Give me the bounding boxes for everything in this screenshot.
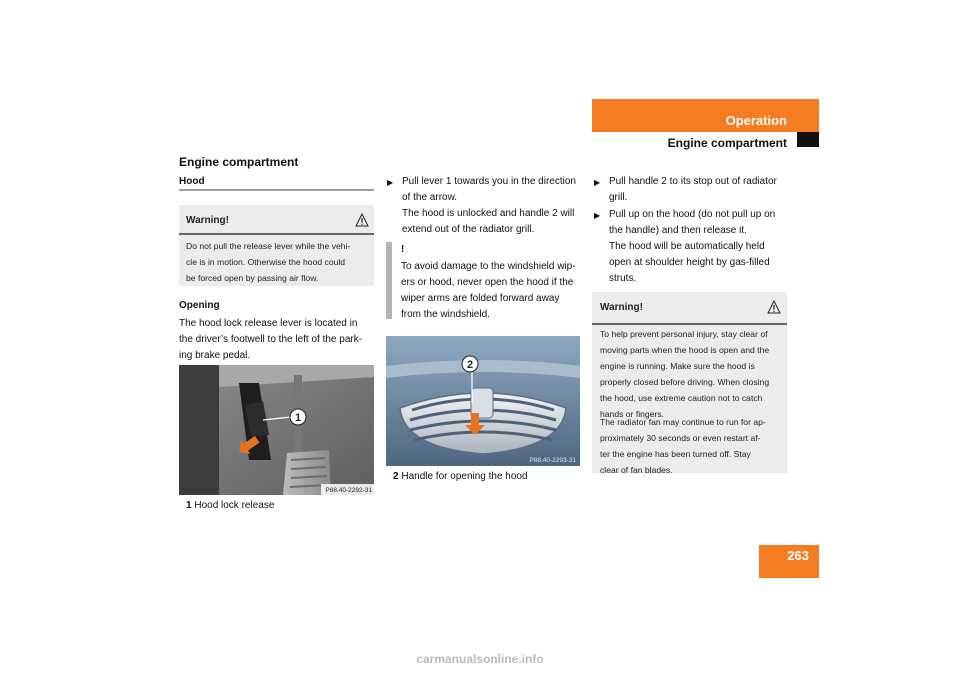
step-pull-lever: Pull lever 1 towards you in the direction of the arrow. [402, 176, 576, 203]
step-pull-hood-result: The hood will be automatically held open at shoulder height by gas-filled struts. [609, 241, 770, 284]
image-code-2: P88.40-2293-31 [529, 457, 576, 464]
warning-triangle-icon [767, 300, 781, 314]
page-number: 263 [787, 548, 809, 563]
opening-heading: Opening [179, 300, 220, 311]
bullet-icon: ▶ [594, 211, 601, 220]
step-pull-handle: Pull handle 2 to its stop out of radiator grill. [609, 176, 777, 203]
warning-triangle-icon [355, 213, 369, 227]
caption-2: 2 Handle for opening the hood [393, 471, 528, 482]
warning-box [179, 205, 374, 286]
hood-heading: Hood [179, 176, 205, 187]
page-title: Engine compartment [179, 155, 299, 169]
heading-rule [179, 189, 374, 191]
note-icon: ! [401, 244, 405, 255]
footwell-image [179, 365, 374, 495]
warning-text: Do not pull the release lever while the vehi- cle is in motion. Otherwise the hood could be forced open by passing air flow. [186, 241, 351, 283]
warning-box-2 [592, 292, 787, 473]
step-pull-lever-result: The hood is unlocked and handle 2 will extend out of the radiator grill. [402, 208, 575, 235]
warning-label: Warning! [186, 215, 229, 226]
bullet-icon: ▶ [594, 178, 601, 187]
note-bar [386, 242, 392, 319]
step-pull-hood: Pull up on the hood (do not pull up on the handle) and then release it. [609, 209, 776, 236]
image-label-1: 1 [294, 412, 302, 424]
watermark: carmanualsonline.info [416, 652, 544, 666]
warning-rule [179, 233, 374, 235]
bullet-icon: ▶ [387, 178, 394, 187]
opening-body: The hood lock release lever is located in the driver’s footwell to the left of the park- ing brake pedal. [179, 318, 363, 361]
warning-label-2: Warning! [600, 302, 643, 313]
image-code: P88.40-2292-31 [325, 487, 372, 494]
header-subsection-title: Engine compartment [667, 136, 787, 150]
warning-text-2a: To help prevent personal injury, stay clear of moving parts when the hood is open and the engine is running. Make sure the hood is properly closed before driving. When closing the hood, use extreme caution not to catch hands or fingers. [600, 329, 770, 419]
image-label-2: 2 [466, 359, 474, 371]
caption-1: 1 Hood lock release [186, 500, 275, 511]
warning-rule-2 [592, 323, 787, 325]
header-section-title: Operation [725, 113, 787, 128]
header-marker [797, 132, 819, 147]
grill-image [386, 336, 580, 466]
note-text: To avoid damage to the windshield wip- ers or hood, never open the hood if the wiper arms are folded forward away from the windshield. [401, 261, 576, 320]
warning-text-2b: The radiator fan may continue to run for ap- proximately 30 seconds or even restart af- ter the engine has been turned off. Stay clear of fan blades. [600, 417, 766, 475]
